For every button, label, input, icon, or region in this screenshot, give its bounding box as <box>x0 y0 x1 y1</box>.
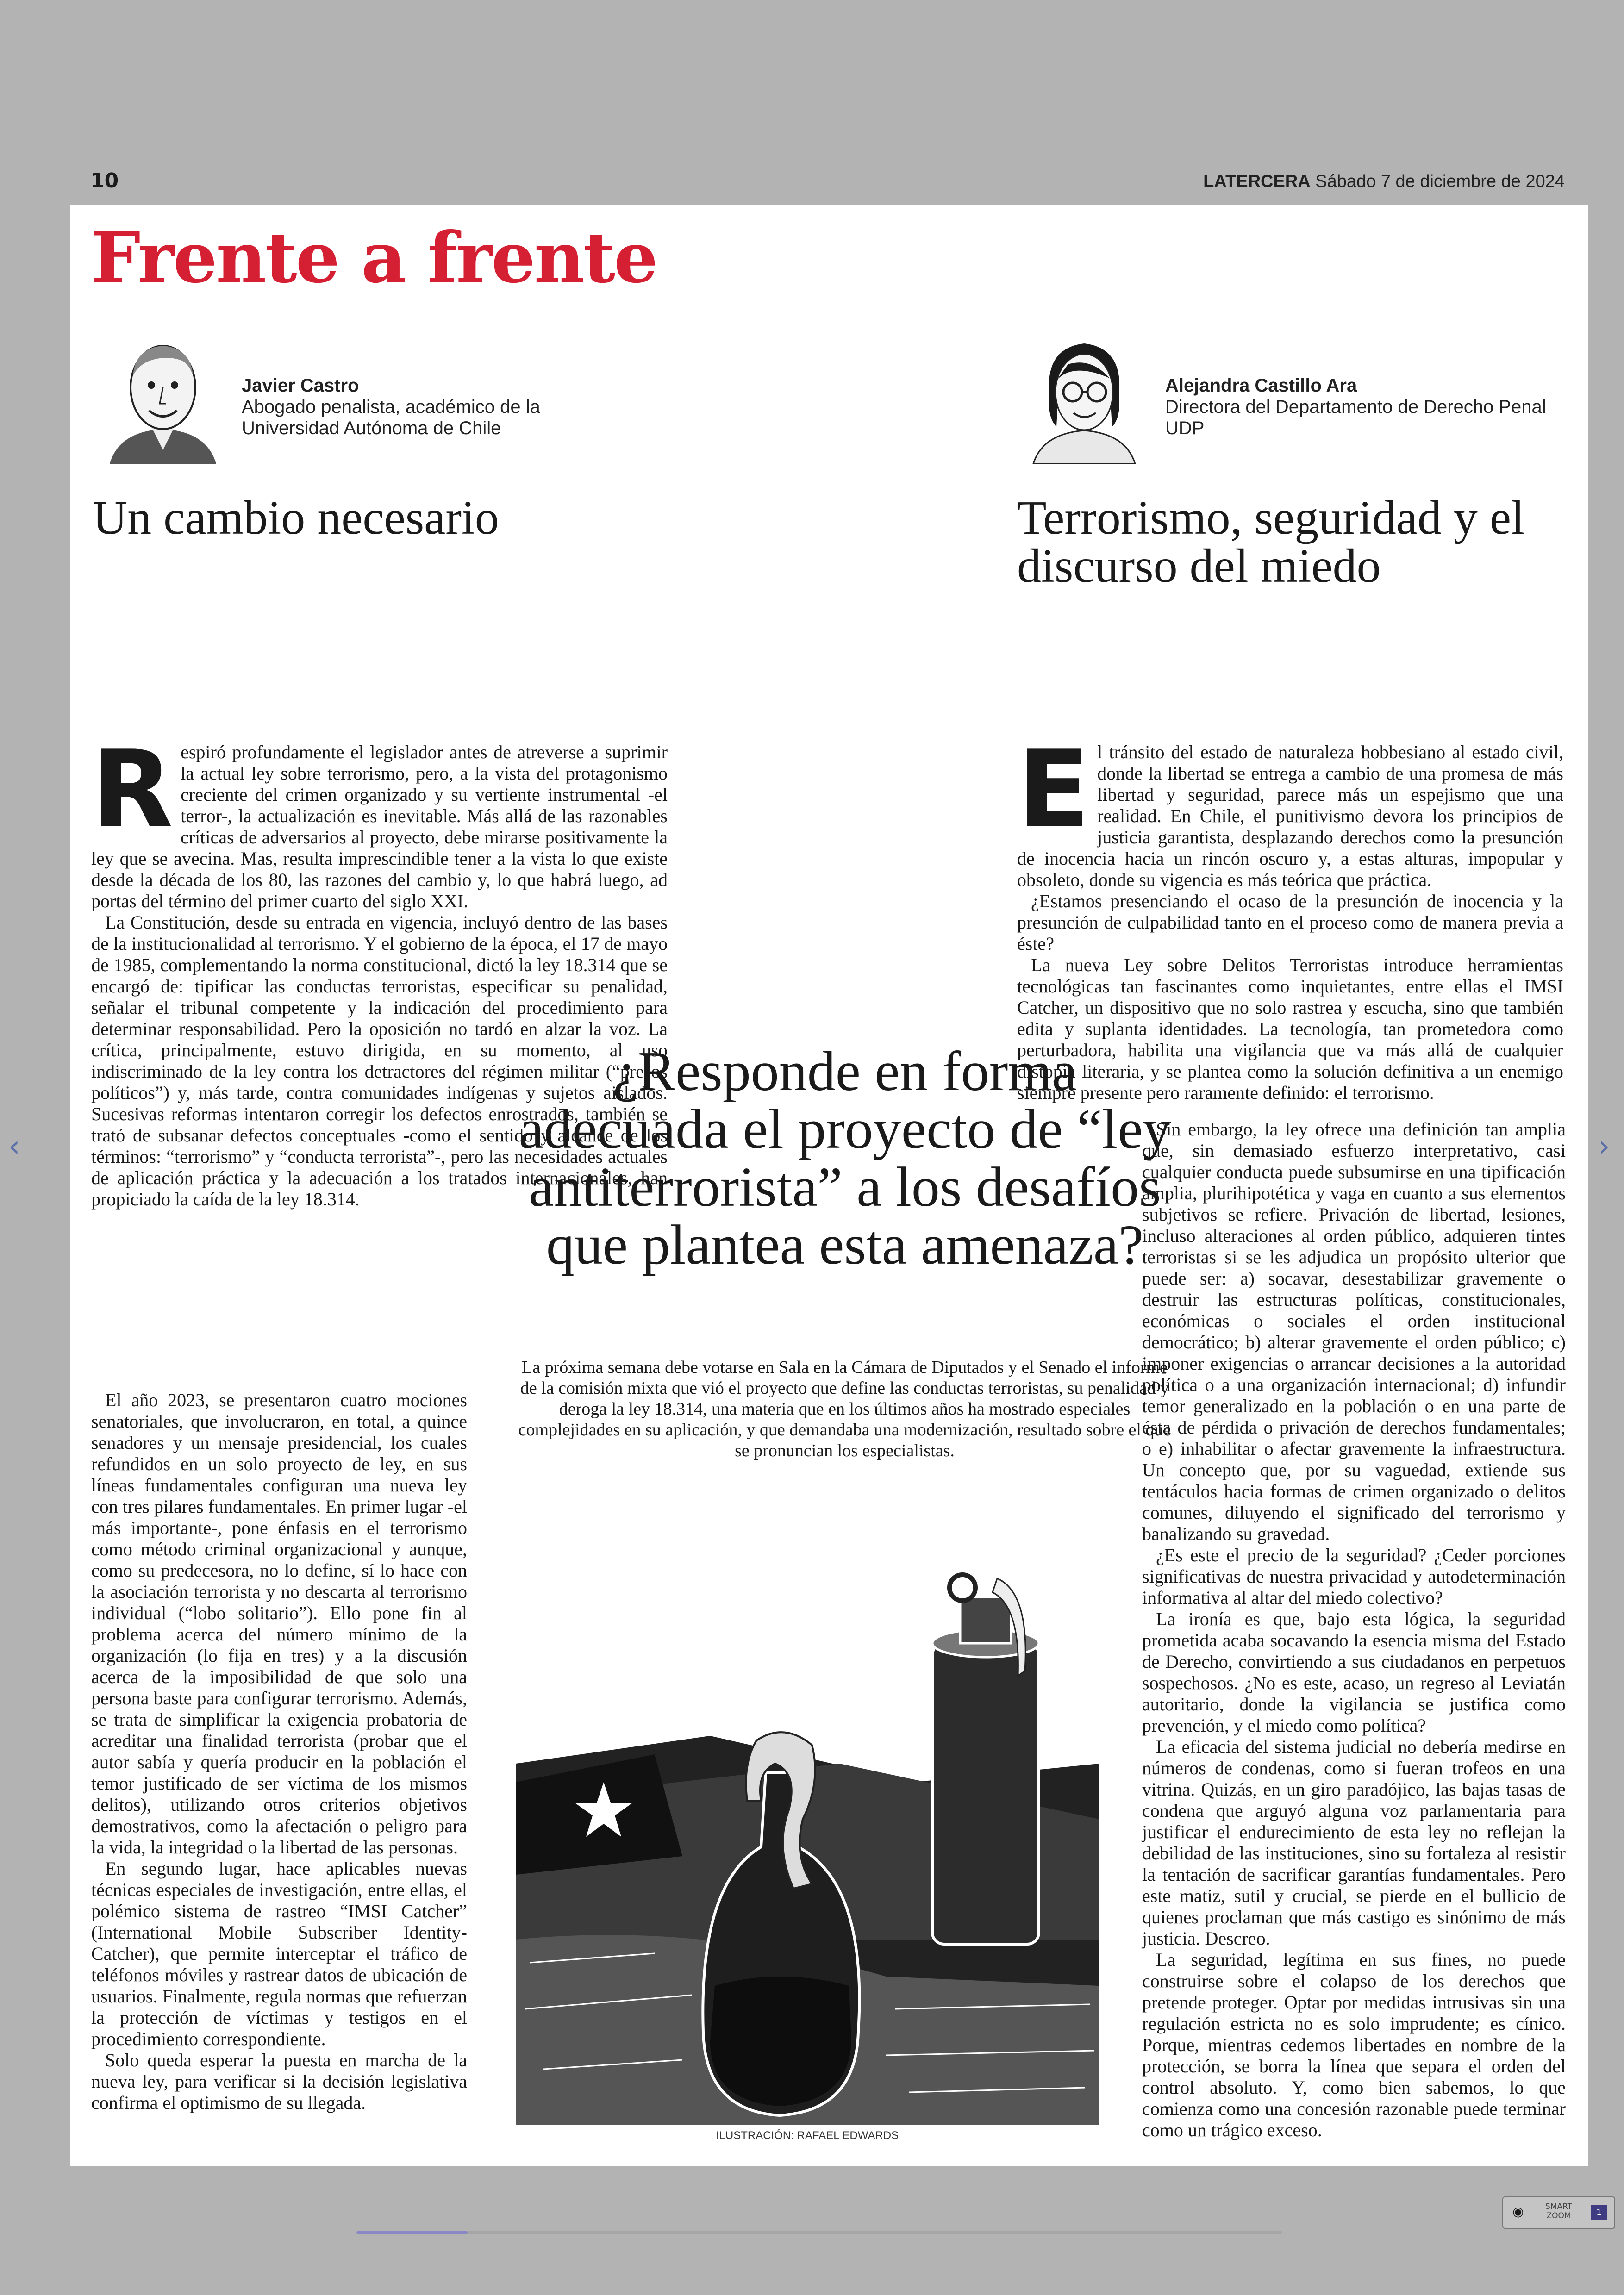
chevron-right-icon: › <box>1598 1129 1610 1164</box>
portrait-illustration-left <box>100 330 225 464</box>
article-left-paragraph-1: Respiró profundamente el legislador antes de atreverse a suprimir la actual ley sobre terrorismo, pero, a la vista del protagonismo creciente del crimen organizado y su vertiente instrumental -el terror-, la actualización es inevitable. Más allá de las razonables críticas de adversarios al proyecto, debe mirarse positivamente la ley que se avecina. Mas, resulta imprescindible tener a la vista lo que existe desde la década de los 80, las razones del cambio y, lo que habrá luego, ad portas del término del primer cuarto del siglo XXI. <box>91 728 668 911</box>
article-left-bottom <box>91 1390 467 2114</box>
issue-date: Sábado 7 de diciembre de 2024 <box>1315 172 1565 191</box>
next-page-button[interactable] <box>1598 1129 1610 1164</box>
smart-zoom-label: SMART ZOOM <box>1545 2202 1573 2220</box>
portrait-illustration-right <box>1022 330 1147 464</box>
article-right-paragraph-5: ¿Es este el precio de la seguridad? ¿Ceder porciones significativas de nuestra privacidad y autodeterminación informativa al altar del miedo colectivo? <box>1142 1545 1566 1608</box>
article-left-paragraph-3: El año 2023, se presentaron cuatro mociones senatoriales, que involucraron, en total, a quince senadores y un mensaje presidencial, los cuales refundidos en un solo proyecto de ley, en sus líneas fundamentales configuran una nueva ley con tres pilares fundamentales. En primer lugar -el más importante-, pone énfasis en el terrorismo como método criminal organizacional y aunque, como su predecesora, no lo define, sí lo hace con la asociación terrorista y no descarta al terrorismo individual (“lobo solitario”). Ello pone fin al problema acerca del número mínimo de la organización (lo fija en tres) y a la discusión acerca de la imposibilidad de que solo una persona baste para configurar terrorismo. Además, se trata de simplificar la exigencia probatoria de acreditar una finalidad terrorista (probar que el autor sabía y quería producir en la población el temor justificado de ser víctima de los mismos delitos), utilizando otros criterios objetivos demostrativos, como la afectación o peligro para la vida, la integridad o la libertad de las personas. <box>91 1390 467 1858</box>
article-right-paragraph-6: La ironía es que, bajo esta lógica, la seguridad prometida acaba socavando la esencia misma del Estado de Derecho, convirtiendo a sus ciudadanos en perpetuos sospechosos. ¿No es este, acaso, un regreso al Leviatán autoritario, donde la vigilancia se justifica como prevención, y el miedo como política? <box>1142 1609 1566 1736</box>
author-portrait-right <box>1022 330 1147 464</box>
page-number: 10 <box>90 169 119 193</box>
page-progress-scrubber[interactable] <box>356 2231 1282 2234</box>
eye-icon: ◉ <box>1512 2204 1524 2219</box>
smart-zoom-button[interactable] <box>1502 2196 1615 2229</box>
article-right-paragraph-3: La nueva Ley sobre Delitos Terroristas introduce herramientas tecnológicas tan fascinantes como inquietantes, entre ellas el IMSI Catcher, un dispositivo que no solo rastrea y escucha, sino que también edita y suplanta identidades. La tecnología, tan prometedora como perturbadora, habilita una vigilancia que va más allá de cualquier distopía literaria, y se plantea como la solución definitiva a un enemigo siempre presente pero raramente definido: el terrorismo. <box>1017 954 1563 1103</box>
headline-right: Terrorismo, seguridad y el discurso del miedo <box>1017 491 1524 592</box>
chevron-left-icon: ‹ <box>8 1129 20 1164</box>
illustration-credit: ILUSTRACIÓN: RAFAEL EDWARDS <box>716 2129 899 2142</box>
article-left-paragraph-4: En segundo lugar, hace aplicables nuevas técnicas especiales de investigación, entre ellas, el polémico sistema de rastreo “IMSI Catcher” (International Mobile Subscriber Identity-Catcher), que permite interceptar el tráfico de teléfonos móviles y rastrear datos de ubicación de usuarios. Finalmente, regula normas que refuerzan la protección de víctimas y testigos en el procedimiento correspondiente. <box>91 1858 467 2049</box>
debate-question: ¿Responde en forma adecuada el proyecto de “ley antiterrorista” a los desafíos que plantea esta amenaza? <box>518 1040 1171 1276</box>
debate-lead: La próxima semana debe votarse en Sala en la Cámara de Diputados y el Senado el informe de la comisión mixta que vió el proyecto que define las conductas terroristas, su penalidad y deroga la ley 18.314, una materia que en los últimos años ha mostrado especiales complejidades en su aplicación, y que demandaba una modernización, resultado sobre el que se pronuncian los especialistas. <box>518 1358 1171 1460</box>
author-role-left: Abogado penalista, académico de la Universidad Autónoma de Chile <box>242 397 540 438</box>
author-name-left: Javier Castro <box>242 375 359 396</box>
article-right-paragraph-8: La seguridad, legítima en sus fines, no puede construirse sobre el colapso de los derechos que pretende proteger. Optar por medidas intrusivas sin una regulación estricta no es solo imprudente; es cínico. Porque, mientras cedemos libertades en nombre de la protección, se borra la línea que separa el orden del control absoluto. Y, como bien sabemos, lo que comienza como una concesión razonable puede terminar como un trágico exceso. <box>1142 1949 1566 2140</box>
headline-left: Un cambio necesario <box>93 491 499 544</box>
article-right-bottom <box>1142 1119 1566 2141</box>
article-left-paragraph-2: La Constitución, desde su entrada en vigencia, incluyó dentro de las bases de la institucionalidad al terrorismo. Y el gobierno de la época, el 17 de mayo de 1985, complementando la norma constitucional, dictó la ley 18.314 que se encargó de: tipificar las conductas terroristas, especificar su penalidad, señalar el tribunal competente y la indicación del procedimiento para determinar responsabilidad. Pero la oposición no tardó en alzar la voz. La crítica, principalmente, estuvo dirigida, en su momento, al uso indiscriminado de la ley contra los detractores del régimen militar (“presos políticos”) y, más tarde, contra comunidades indígenas y sujetos aislados. Sucesivas reformas intentaron corregir los defectos enrostrados, también se trató de subsanar defectos conceptuales -como el sentido y alcance de los términos: “terrorismo” y “conducta terrorista”-, pero las necesidades actuales de aplicación práctica y la adecuación a los tratados internacionales, han propiciado la caída de la ley 18.314. <box>91 912 668 1210</box>
section-title: Frente a frente <box>91 217 657 299</box>
masthead <box>1203 172 1565 192</box>
article-right-paragraph-2: ¿Estamos presenciando el ocaso de la presunción de inocencia y la presunción de culpabilidad tanto en el proceso como de manera previa a éste? <box>1017 891 1563 954</box>
illustration <box>516 1523 1099 2125</box>
author-info-left <box>242 375 575 439</box>
grenade-molotov-illustration <box>516 1523 1099 2125</box>
author-name-right: Alejandra Castillo Ara <box>1165 375 1357 396</box>
author-role-right: Directora del Departamento de Derecho Penal UDP <box>1165 397 1546 438</box>
page-progress-fill <box>356 2231 468 2234</box>
article-right-paragraph-7: La eficacia del sistema judicial no debería medirse en números de condenas, como si fueran trofeos en una vitrina. Quizás, en un giro paradójico, las bajas tasas de condena que arguyó alguna voz parlamentaria para justificar el endurecimiento de esta ley no reflejan la debilidad de las instituciones, sino su fortaleza al resistir la tentación de sacrificar garantías fundamentales. Pero este matiz, sutil y crucial, se pierde en el bullicio de quienes proclaman que más castigo es sinónimo de más justicia. Descreo. <box>1142 1736 1566 1949</box>
prev-page-button[interactable] <box>8 1129 20 1164</box>
page-header <box>90 169 1565 201</box>
newspaper-page <box>70 205 1588 2166</box>
author-info-right <box>1165 375 1563 439</box>
brand-name: LATERCERA <box>1203 172 1311 191</box>
article-right-paragraph-4: Sin embargo, la ley ofrece una definición tan amplia que, sin demasiado esfuerzo interpretativo, casi cualquier conducta puede subsumirse en una tipificación amplia, plurihipotética y vaga en cuanto a sus elementos subjetivos se refiere. Privación de libertad, lesiones, incluso alteraciones al orden público, adquieren tintes terroristas si se les adjudica un propósito ulterior que puede ser: a) socavar, desestabilizar gravemente o destruir las estructuras políticas, constitucionales, económicas o sociales el orden institucional democrático; b) alterar gravemente el orden público; c) imponer exigencias o arrancar decisiones a la autoridad política o a una organización internacional; d) infundir temor generalizado en la población o en una parte de ésta de pérdida o privación de derechos fundamentales; o e) inhabilitar o afectar gravemente la infraestructura. Un concepto que, por su vaguedad, extiende sus tentáculos hacia formas de crimen organizado o delitos comunes, diluyendo el significado del terrorismo y banalizando su gravedad. <box>1142 1119 1566 1544</box>
smart-zoom-count: 1 <box>1591 2205 1607 2220</box>
article-left-paragraph-5: Solo queda esperar la puesta en marcha de la nueva ley, para verificar si la decisión legislativa confirma el optimismo de su llegada. <box>91 2050 467 2113</box>
article-right-paragraph-1: El tránsito del estado de naturaleza hobbesiano al estado civil, donde la libertad se entrega a cambio de una promesa de más libertad y seguridad, parece más un espejismo que una realidad. En Chile, el punitivismo devora los principios de justicia garantista, desplazando derechos como la presunción de inocencia hacia un rincón oscuro y, a estas alturas, impopular y obsoleto, donde su vigencia es más teórica que práctica. <box>1017 728 1563 890</box>
drop-cap-left: R <box>91 728 174 852</box>
drop-cap-right: E <box>1017 728 1090 852</box>
author-portrait-left <box>100 330 225 464</box>
